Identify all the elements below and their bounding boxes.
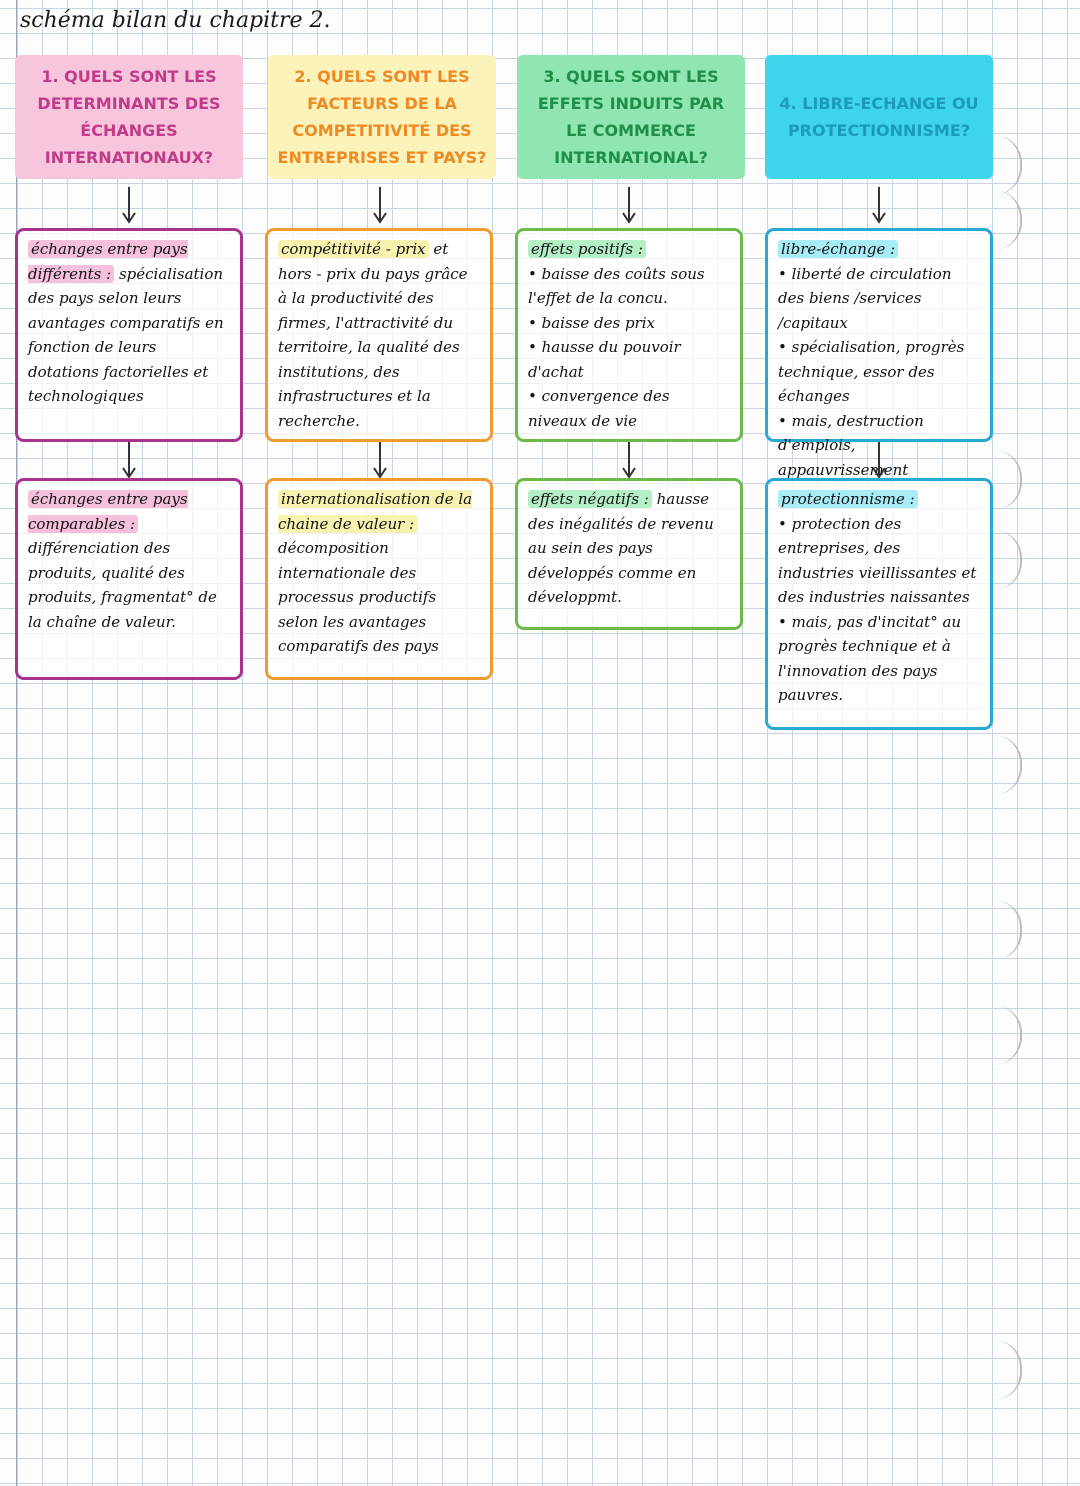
bullet-item: • convergence des niveaux de vie [528,384,730,433]
bullet-item: • mais, destruction d'emplois, appauvrissement [778,409,980,483]
bullet-item: • mais, pas d'incitat° au progrès technique et à l'innovation des pays pauvres. [778,610,980,708]
binder-hole [994,1005,1022,1065]
box-heading: effets positifs : [528,240,646,258]
box-text: spécialisation des pays selon leurs avantages comparatifs en fonction de leurs dotations factorielles et technologiques [28,264,224,405]
bullet-item: • baisse des coûts sous l'effet de la concu. [528,262,730,311]
down-arrow-icon [372,185,388,225]
box-effets-negatifs [515,478,743,630]
bullet-item: • liberté de circulation des biens /services /capitaux [778,262,980,336]
header-determinants: 1. QUELS SONT LES DETERMINANTS DES ÉCHANGES INTERNATIONAUX? [15,55,243,179]
binder-hole [994,900,1022,960]
header-libre-echange: 4. LIBRE-ECHANGE OU PROTECTIONNISME? [765,55,993,179]
box-heading: effets négatifs : [528,490,652,508]
box-libre-echange [765,228,993,479]
box-heading: échanges entre pays comparables : [28,490,188,533]
box-heading: compétitivité - prix [278,240,429,258]
binder-hole [994,735,1022,795]
binder-hole [994,530,1022,590]
down-arrow-icon [621,185,637,225]
box-text: et hors - prix du pays grâce à la productivité des firmes, l'attractivité du territoire, la qualité des institutions, des infrastructures et la recherche. [278,240,468,430]
down-arrow-icon [621,440,637,480]
down-arrow-icon [871,185,887,225]
box-heading: protectionnisme : [778,490,918,508]
down-arrow-icon [121,185,137,225]
box-protectionnisme [765,478,993,730]
header-competitivite: 2. QUELS SONT LES FACTEURS DE LA COMPETITIVITÉ DES ENTREPRISES ET PAYS? [268,55,496,179]
box-competitivite-prix [265,228,493,442]
header-effets: 3. QUELS SONT LES EFFETS INDUITS PAR LE COMMERCE INTERNATIONAL? [517,55,745,179]
bullet-item: • baisse des prix [528,311,730,336]
down-arrow-icon [372,440,388,480]
binder-hole [994,135,1022,195]
box-text: différenciation des produits, qualité des produits, fragmentat° de la chaîne de valeur. [28,539,217,631]
box-effets-positifs [515,228,743,442]
box-heading: libre-échange : [778,240,898,258]
box-text: décomposition internationale des processus productifs selon les avantages comparatifs des pays [278,539,439,655]
box-heading: échanges entre pays différents : [28,240,188,283]
bullet-item: • protection des entreprises, des industries vieillissantes et des industries naissantes [778,512,980,610]
down-arrow-icon [871,440,887,480]
bullet-item: • spécialisation, progrès technique, essor des échanges [778,335,980,409]
page-title: schéma bilan du chapitre 2. [20,8,331,33]
binder-hole [994,450,1022,510]
binder-holes [990,0,1080,1486]
box-heading: internationalisation de la chaine de valeur : [278,490,473,533]
binder-hole [994,1340,1022,1400]
binder-hole [994,190,1022,250]
bullet-item: • hausse du pouvoir d'achat [528,335,730,384]
box-echanges-pays-comparables [15,478,243,680]
box-internationalisation [265,478,493,680]
box-echanges-pays-differents [15,228,243,442]
notebook-margin-line [16,0,17,1486]
down-arrow-icon [121,440,137,480]
box-text: hausse des inégalités de revenu au sein des pays développés comme en développmt. [528,490,714,606]
